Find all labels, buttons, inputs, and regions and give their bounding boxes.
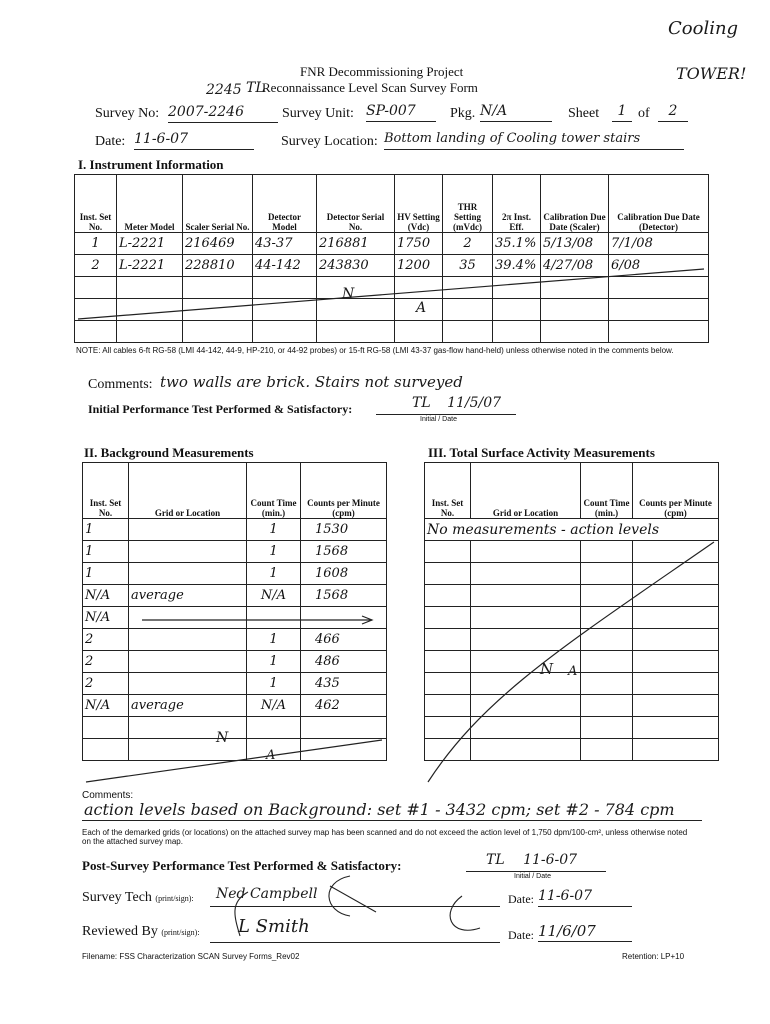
cell: 4/27/08 <box>541 255 609 277</box>
cable-note: NOTE: All cables 6-ft RG-58 (LMI 44-142, 44-9, HP-210, or 44-92 probes) or 15-ft RG-58 (LMI 43-37 gas-flow hand-held) unless otherwise noted in the comments below. <box>76 346 674 355</box>
bottom-comments-line <box>82 820 702 821</box>
table-row <box>83 563 387 585</box>
cell: 39.4% <box>493 255 541 277</box>
survey-no-label: Survey No: <box>95 106 160 121</box>
cell: 216881 <box>317 233 395 255</box>
survey-tech-small: (print/sign): <box>155 894 194 903</box>
cell: 1 <box>247 651 301 673</box>
cell: 2 <box>83 673 129 695</box>
cell <box>129 563 247 585</box>
review-date-label: Date: <box>508 928 534 942</box>
comments-label: Comments: <box>88 377 153 392</box>
cell: 35 <box>443 255 493 277</box>
cell: 1750 <box>395 233 443 255</box>
cell: 1 <box>247 519 301 541</box>
cell: average <box>129 585 247 607</box>
col-inst-set: Inst. Set No. <box>425 463 471 519</box>
bottom-comments-value: action levels based on Background: set #1 - 3432 cpm; set #2 - 784 cpm <box>84 800 675 819</box>
cell: 44-142 <box>253 255 317 277</box>
reviewed-by-name: L Smith <box>238 916 310 937</box>
section2-title: II. Background Measurements <box>84 445 254 460</box>
surface-na-n: N <box>540 660 554 678</box>
of-value: 2 <box>658 103 688 122</box>
cell: N/A <box>83 585 129 607</box>
form-subtitle: Reconnaissance Level Scan Survey Form <box>262 80 478 95</box>
survey-no-overwrite-initials: TL <box>246 80 265 96</box>
cell: 1 <box>83 519 129 541</box>
cell: 462 <box>301 695 387 717</box>
tech-date-label: Date: <box>508 892 534 906</box>
surface-activity-strike <box>424 536 718 786</box>
survey-tech-label-text: Survey Tech <box>82 890 152 905</box>
cell: 6/08 <box>609 255 709 277</box>
cell: 35.1% <box>493 233 541 255</box>
cell: 2 <box>83 651 129 673</box>
cell: 1 <box>247 563 301 585</box>
post-test-date: 11-6-07 <box>523 852 578 868</box>
col-count-time: Count Time (min.) <box>247 463 301 519</box>
background-na-n: N <box>216 730 229 746</box>
col-inst-set: Inst. Set No. <box>83 463 129 519</box>
sheet-value: 1 <box>612 103 632 122</box>
reviewed-by-line <box>210 942 500 943</box>
no-measurements-note: No measurements - action levels <box>427 521 660 538</box>
post-test-label: Post-Survey Performance Test Performed & Satisfactory: <box>82 858 402 873</box>
col-cpm: Counts per Minute (cpm) <box>633 463 719 519</box>
cell: 2 <box>443 233 493 255</box>
post-test-value <box>466 852 606 872</box>
cell: 243830 <box>317 255 395 277</box>
cell: L-2221 <box>117 255 183 277</box>
survey-no-overwrite: 2245 <box>206 82 242 98</box>
reviewed-by-label <box>82 924 200 940</box>
initial-date-caption: Initial / Date <box>420 416 457 423</box>
post-test-sig: TL <box>486 852 505 868</box>
footer-retention: Retention: LP+10 <box>622 952 685 961</box>
col-grid-location: Grid or Location <box>129 463 247 519</box>
cell: 5/13/08 <box>541 233 609 255</box>
cell <box>129 541 247 563</box>
col-detector-serial: Detector Serial No. <box>317 175 395 233</box>
pkg-label: Pkg. <box>450 106 476 121</box>
tech-date-value: 11-6-07 <box>538 888 632 907</box>
survey-tech-name: Ned Campbell <box>216 886 318 902</box>
cell: 1568 <box>301 585 387 607</box>
col-cpm: Counts per Minute (cpm) <box>301 463 387 519</box>
bottom-comments-label: Comments: <box>82 790 134 801</box>
cell: 1 <box>247 673 301 695</box>
cell: 486 <box>301 651 387 673</box>
review-date-value: 11/6/07 <box>538 922 632 942</box>
cell <box>129 519 247 541</box>
cell: 1608 <box>301 563 387 585</box>
comments-value: two walls are brick. Stairs not surveyed <box>160 373 463 391</box>
reviewed-by-small: (print/sign): <box>161 928 200 937</box>
cell: N/A <box>83 695 129 717</box>
col-count-time: Count Time (min.) <box>581 463 633 519</box>
cell: 1200 <box>395 255 443 277</box>
footer-filename: Filename: FSS Characterization SCAN Survey Forms_Rev02 <box>82 952 300 961</box>
cell: 43-37 <box>253 233 317 255</box>
form-title: FNR Decommissioning Project <box>300 64 464 79</box>
instrument-row <box>75 233 709 255</box>
cell: 2 <box>75 255 117 277</box>
cell: L-2221 <box>117 233 183 255</box>
survey-tech-label <box>82 890 194 906</box>
instrument-na-strike <box>74 253 708 323</box>
col-cal-detector: Calibration Due Date (Detector) <box>609 175 709 233</box>
cell: N/A <box>247 695 301 717</box>
cell: N/A <box>83 607 129 629</box>
of-label: of <box>638 106 650 121</box>
survey-unit-value: SP-007 <box>366 103 436 122</box>
col-inst-eff: 2π Inst. Eff. <box>493 175 541 233</box>
post-date-caption: Initial / Date <box>514 873 551 880</box>
table-row <box>83 541 387 563</box>
corner-note-line1: Cooling <box>668 18 739 39</box>
cell: 1 <box>83 541 129 563</box>
initial-test-value <box>376 395 516 415</box>
survey-no-text: 2007-2246 <box>168 104 244 120</box>
demark-statement: Each of the demarked grids (or locations) on the attached survey map has been scanned and do not exceed the action level of 1,750 dpm/100-cm², unless otherwise noted on the attached survey map. <box>82 828 688 846</box>
cell: 7/1/08 <box>609 233 709 255</box>
col-detector-model: Detector Model <box>253 175 317 233</box>
cell: 1 <box>75 233 117 255</box>
cell: 228810 <box>183 255 253 277</box>
reviewer-signature-mark <box>200 872 490 942</box>
cell: average <box>129 695 247 717</box>
cell: 1 <box>247 541 301 563</box>
background-na-a: A <box>266 748 276 763</box>
pkg-value: N/A <box>480 103 552 122</box>
background-marks <box>82 610 386 790</box>
location-label: Survey Location: <box>281 134 378 149</box>
initial-test-sig: TL <box>412 395 431 411</box>
cell: 1 <box>247 629 301 651</box>
reviewed-by-label-text: Reviewed By <box>82 924 158 939</box>
section1-title: I. Instrument Information <box>78 157 224 172</box>
instrument-row-empty <box>75 321 709 343</box>
survey-unit-label: Survey Unit: <box>282 106 354 121</box>
col-grid-location: Grid or Location <box>471 463 581 519</box>
cell: 2 <box>83 629 129 651</box>
col-cal-scaler: Calibration Due Date (Scaler) <box>541 175 609 233</box>
cell: 1568 <box>301 541 387 563</box>
instrument-na-n: N <box>342 286 355 302</box>
col-meter-model: Meter Model <box>117 175 183 233</box>
initial-test-label: Initial Performance Test Performed & Satisfactory: <box>88 402 353 416</box>
col-inst-set: Inst. Set No. <box>75 175 117 233</box>
section3-title: III. Total Surface Activity Measurements <box>428 445 655 460</box>
cell: N/A <box>247 585 301 607</box>
col-hv-setting: HV Setting (Vdc) <box>395 175 443 233</box>
table-row <box>83 585 387 607</box>
survey-no-value <box>168 104 278 123</box>
date-label: Date: <box>95 134 126 149</box>
date-value: 11-6-07 <box>134 131 254 150</box>
corner-note-line2: TOWER! <box>676 64 747 83</box>
col-scaler-serial: Scaler Serial No. <box>183 175 253 233</box>
cell: 435 <box>301 673 387 695</box>
cell: 1 <box>83 563 129 585</box>
cell: 1530 <box>301 519 387 541</box>
surface-na-a: A <box>568 664 578 679</box>
initial-test-date: 11/5/07 <box>447 395 502 411</box>
table-row <box>83 519 387 541</box>
sheet-label: Sheet <box>568 106 600 121</box>
cell: 466 <box>301 629 387 651</box>
location-value: Bottom landing of Cooling tower stairs <box>384 131 684 150</box>
instrument-na-a: A <box>416 300 427 316</box>
cell: 216469 <box>183 233 253 255</box>
col-thr-setting: THR Setting (mVdc) <box>443 175 493 233</box>
